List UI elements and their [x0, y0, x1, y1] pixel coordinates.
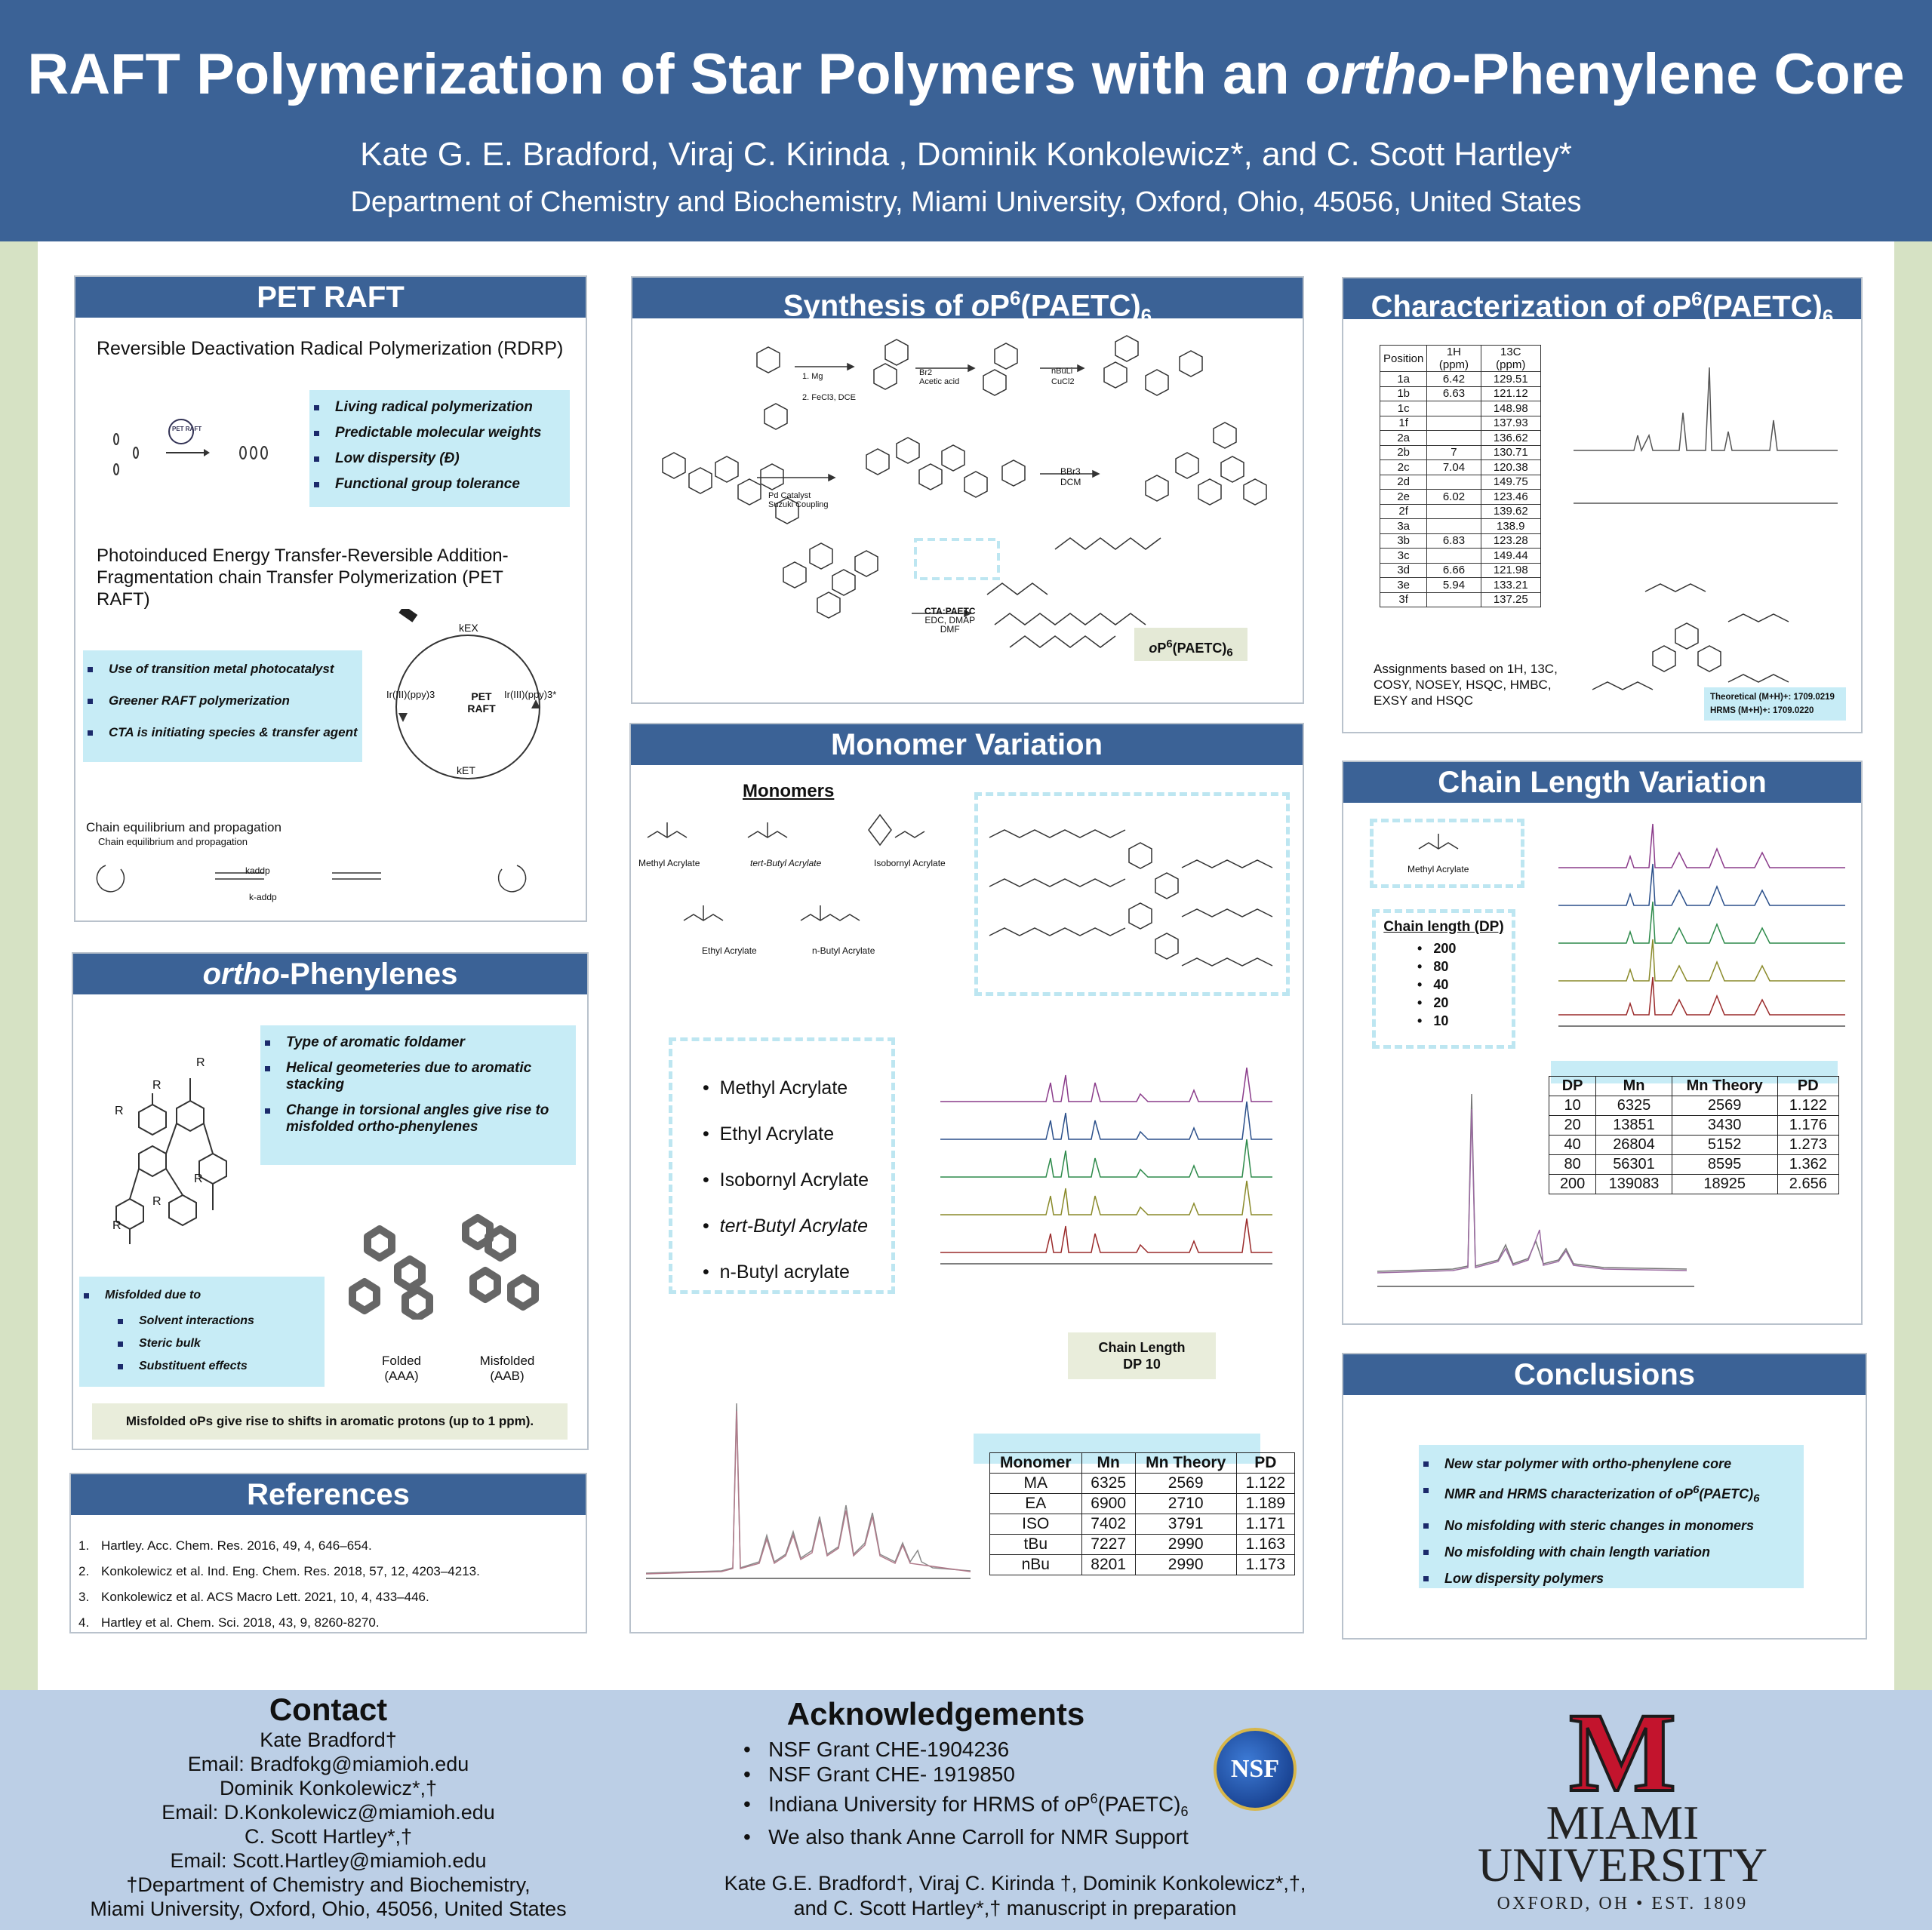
ket-label: kET	[457, 764, 475, 776]
kaddp-label: kaddp	[245, 865, 270, 876]
table-row: 3e 5.94 133.21	[1380, 578, 1541, 593]
chain-equilibrium-scheme	[91, 850, 574, 911]
monomer-results-table: Monomer Mn Mn Theory PD MA 6325 2569 1.122 EA 6900 2710 1.189 ISO 7402 3791 1.171 tBu 7227 2990 1.163 nBu 8201 2990 1.173	[989, 1452, 1295, 1575]
r-group: R	[196, 1056, 205, 1069]
monomer-name: Ethyl Acrylate	[702, 945, 757, 956]
references-title: References	[71, 1474, 586, 1515]
reference-item: 2. Konkolewicz et al. Ind. Eng. Chem. Res. 2018, 57, 12, 4203–4213.	[78, 1564, 480, 1578]
ack-item: • NSF Grant CHE-1904236	[743, 1738, 1010, 1761]
chain-length-title: Chain Length Variation	[1343, 762, 1861, 803]
miami-university-logo	[1472, 1690, 1774, 1914]
foldamer-feature: Change in torsional angles give rise to misfolded ortho-phenylenes	[260, 1102, 567, 1136]
contact-email[interactable]: Email: Bradfokg@miamioh.edu	[187, 1753, 469, 1775]
misfold-cause: Solvent interactions	[113, 1313, 325, 1329]
hrms-box: Theoretical (M+H)+: 1709.0219 HRMS (M+H)+: 1709.0220	[1704, 687, 1846, 721]
monomer-name: Isobornyl Acrylate	[874, 858, 946, 868]
table-row: 1f 137.93	[1380, 416, 1541, 431]
misfold-causes-heading: Misfolded due to	[79, 1287, 325, 1304]
dp-item: • 80	[1417, 959, 1449, 974]
dp-item: • 20	[1417, 995, 1449, 1010]
table-row: 1b 6.63 121.12	[1380, 386, 1541, 401]
rdrp-heading: Reversible Deactivation Radical Polymerization (RDRP)	[97, 338, 564, 359]
dp-item: • 200	[1417, 941, 1457, 956]
table-row: 2a 136.62	[1380, 431, 1541, 446]
references-panel	[69, 1473, 587, 1633]
step2-reagents: Br2 Acetic acid	[919, 368, 960, 386]
table-row: 10 6325 2569 1.122	[1549, 1096, 1839, 1116]
contact-email[interactable]: Email: D.Konkolewicz@miamioh.edu	[162, 1801, 495, 1824]
monomer-variation-panel	[629, 723, 1304, 1633]
conclusion-item: New star polymer with ortho-phenylene core	[1419, 1455, 1804, 1472]
table-row: ISO 7402 3791 1.171	[990, 1514, 1295, 1535]
r-group: R	[115, 1105, 124, 1117]
reference-item: 4. Hartley et al. Chem. Sci. 2018, 43, 9, 8260-8270.	[78, 1615, 380, 1630]
poster-affiliation: Department of Chemistry and Biochemistry, Miami University, Oxford, Ohio, 45056, United States	[350, 186, 1582, 218]
r-group: R	[152, 1195, 162, 1208]
foldamer-features-box	[260, 1025, 576, 1165]
step3-reagents: nBuLi CuCl2	[1051, 367, 1075, 386]
chain-monomer-box	[1370, 819, 1524, 888]
chain-length-tag: Chain Length DP 10	[1068, 1332, 1216, 1379]
star-polymer-structure	[978, 796, 1286, 992]
methyl-acrylate-structure	[1415, 830, 1491, 860]
table-row: 80 56301 8595 1.362	[1549, 1155, 1839, 1175]
logo-university: UNIVERSITY	[1478, 1838, 1767, 1892]
chain-equilibrium-subheading: Chain equilibrium and propagation	[98, 836, 248, 847]
monomer-list-item: • n-Butyl acrylate	[703, 1262, 850, 1283]
contact-title: Contact	[269, 1692, 388, 1727]
nsf-logo	[1214, 1728, 1297, 1811]
logo-tagline: OXFORD, OH • EST. 1809	[1497, 1894, 1749, 1913]
contact-email[interactable]: Email: Scott.Hartley@miamioh.edu	[170, 1849, 487, 1872]
chain-length-nmr-spectra	[1558, 822, 1853, 1034]
ack-item: • Indiana University for HRMS of $oP^6(PAETC)_6$	[743, 1791, 1189, 1819]
conclusion-item: Low dispersity polymers	[1419, 1570, 1804, 1587]
conclusions-title: Conclusions	[1343, 1354, 1866, 1395]
chain-monomer-label: Methyl Acrylate	[1407, 864, 1469, 874]
characterization-panel	[1342, 277, 1863, 733]
monomer-list-item: • Ethyl Acrylate	[703, 1123, 835, 1145]
misfold-note: Misfolded oPs give rise to shifts in aromatic protons (up to 1 ppm).	[92, 1403, 568, 1440]
rdrp-feature: Predictable molecular weights	[309, 425, 570, 441]
pet-features-box	[83, 650, 362, 762]
folded-label: Folded (AAA)	[382, 1354, 421, 1383]
ortho-phenylene-structure	[92, 1048, 266, 1274]
table-row: 2e 6.02 123.46	[1380, 490, 1541, 505]
chain-dp-box	[1372, 909, 1515, 1049]
acknowledgements-title: Acknowledgements	[786, 1696, 1085, 1732]
ir-excited-label: Ir(III)(ppy)3*	[504, 689, 557, 700]
table-row: nBu 8201 2990 1.173	[990, 1555, 1295, 1575]
kminus-label: k-addp	[249, 892, 277, 902]
misfold-causes-box	[79, 1277, 325, 1387]
contact-section	[60, 1690, 596, 1921]
table-row: 3b 6.83 123.28	[1380, 533, 1541, 549]
table-row: 3c 149.44	[1380, 549, 1541, 564]
monomer-overlay-spectrum	[646, 1373, 978, 1584]
table-row: 3d 6.66 121.98	[1380, 563, 1541, 578]
reference-list	[78, 1533, 480, 1636]
monomer-nmr-spectra	[940, 1060, 1280, 1279]
characterization-title: Characterization of $oP^6(PAETC)_6$	[1343, 278, 1861, 319]
assignment-note: Assignments based on 1H, 13C, COSY, NOSEY, HSQC, HMBC, EXSY and HSQC	[1374, 662, 1558, 708]
synthesis-title: Synthesis of $oP^6(PAETC)_6$	[632, 278, 1303, 318]
logo-miami: MIAMI	[1546, 1796, 1700, 1849]
misfolded-label: Misfolded (AAB)	[479, 1354, 535, 1383]
table-row: 20 13851 3430 1.176	[1549, 1116, 1839, 1136]
table-row: 1c 148.98	[1380, 401, 1541, 416]
monomer-name: tert-Butyl Acrylate	[750, 858, 822, 868]
table-row: tBu 7227 2990 1.163	[990, 1535, 1295, 1555]
monomer-structures	[638, 807, 986, 943]
ortho-phenylenes-panel	[72, 952, 589, 1450]
monomer-name: Methyl Acrylate	[638, 858, 700, 868]
poster-footer	[0, 1690, 1932, 1930]
kex-label: kEX	[459, 622, 478, 634]
synthesis-product-label: $oP^6(PAETC)_6$	[1134, 628, 1247, 661]
dp-item: • 40	[1417, 977, 1449, 992]
monomer-name: n-Butyl Acrylate	[812, 945, 875, 956]
step1-reagents: 1. Mg 2. FeCl3, DCE	[802, 372, 856, 402]
synthesis-panel	[631, 276, 1304, 704]
reference-item: 1. Hartley. Acc. Chem. Res. 2016, 49, 4, 646–654.	[78, 1538, 372, 1553]
conclusion-item: No misfolding with steric changes in monomers	[1419, 1517, 1804, 1534]
table-row: 200 139083 18925 2.656	[1549, 1175, 1839, 1194]
monomer-list-item: • Methyl Acrylate	[703, 1077, 848, 1099]
table-row: 3a 138.9	[1380, 519, 1541, 534]
conclusions-box	[1419, 1445, 1804, 1588]
contact-line: Miami University, Oxford, Ohio, 45056, United States	[90, 1898, 567, 1920]
pet-raft-mini-label: PET RAFT	[172, 426, 202, 432]
monomer-list-box	[669, 1037, 895, 1294]
poster-authors: Kate G. E. Bradford, Viraj C. Kirinda , Dominik Konkolewicz*, and C. Scott Hartley*	[360, 136, 1572, 173]
folded-misfolded-models	[345, 1206, 571, 1320]
ir-ground-label: Ir(III)(ppy)3	[386, 689, 435, 700]
cycle-center-label: PET RAFT	[467, 690, 496, 715]
pet-raft-description: Photoinduced Energy Transfer-Reversible Addition-Fragmentation chain Transfer Polymerization (PET RAFT)	[97, 546, 509, 610]
misfold-cause: Steric bulk	[113, 1335, 325, 1352]
nmr-assignment-table: Position 1H (ppm) 13C (ppm) 1a 6.42 129.51 1b 6.63 121.12 1c 148.98 1f 137.93 2a 136.62 2b 7 130.71 2c 7.04 120.38 2d 149.75 2e 6.02 123.46 2f 139.62 3a 138.9 3b 6.83 123.28 3c 149.44 3d 6.66 121.98 3e 5.94 133.21 3f 137.25	[1380, 345, 1541, 607]
rdrp-feature: Living radical polymerization	[309, 399, 570, 416]
table-row: 1a 6.42 129.51	[1380, 372, 1541, 387]
table-row: 2f 139.62	[1380, 504, 1541, 519]
r-group: R	[152, 1079, 162, 1092]
acknowledgements-section	[743, 1696, 1196, 1849]
step6-reagents: CTA:PAETC EDC, DMAP DMF	[924, 606, 976, 635]
misfold-cause: Substituent effects	[113, 1358, 325, 1375]
poster-header	[0, 0, 1932, 241]
chain-equilibrium-heading: Chain equilibrium and propagation	[86, 820, 281, 834]
r-group: R	[112, 1219, 122, 1232]
table-row: MA 6325 2569 1.122	[990, 1474, 1295, 1494]
conclusion-item: No misfolding with chain length variation	[1419, 1544, 1804, 1560]
left-margin-band	[0, 241, 38, 1690]
rdrp-features-box	[309, 390, 570, 507]
foldamer-feature: Helical geometeries due to aromatic stacking	[260, 1060, 567, 1093]
nsf-logo-text: NSF	[1230, 1755, 1280, 1783]
right-margin-band	[1894, 241, 1932, 1690]
table-row: 2d 149.75	[1380, 475, 1541, 490]
chain-length-panel	[1342, 761, 1863, 1325]
reference-item: 3. Konkolewicz et al. ACS Macro Lett. 2021, 10, 4, 433–446.	[78, 1590, 429, 1604]
manuscript-note: Kate G.E. Bradford†, Viraj C. Kirinda †, Dominik Konkolewicz*,†, and C. Scott Hartley*,† manuscript in preparation	[724, 1872, 1306, 1919]
chain-dp-heading: Chain length (DP)	[1383, 919, 1504, 935]
ack-item: • NSF Grant CHE- 1919850	[743, 1763, 1015, 1786]
table-row: EA 6900 2710 1.189	[990, 1494, 1295, 1514]
contact-line: C. Scott Hartley*,†	[244, 1825, 413, 1848]
pet-raft-title: PET RAFT	[75, 277, 586, 318]
dp-item: • 10	[1417, 1013, 1449, 1028]
rdrp-feature: Functional group tolerance	[309, 476, 570, 493]
miami-m-logo: M	[1569, 1690, 1676, 1815]
table-row: 2c 7.04 120.38	[1380, 460, 1541, 475]
ortho-phenylenes-title: ortho-Phenylenes	[73, 954, 587, 994]
poster-title: RAFT Polymerization of Star Polymers with an ortho-Phenylene Core	[27, 42, 1905, 106]
conclusion-item: NMR and HRMS characterization of $oP^6(PAETC)_6$	[1419, 1482, 1804, 1507]
contact-line: Dominik Konkolewicz*,†	[219, 1777, 438, 1799]
table-row: 40 26804 5152 1.273	[1549, 1136, 1839, 1155]
pet-feature: Use of transition metal photocatalyst	[83, 661, 362, 678]
chain-results-table: DP Mn Mn Theory PD 10 6325 2569 1.122 20 13851 3430 1.176 40 26804 5152 1.273 80 56301 8595 1.362 200 139083 18925 2.656	[1549, 1076, 1839, 1194]
monomer-variation-title: Monomer Variation	[631, 724, 1303, 765]
pet-feature: Greener RAFT polymerization	[83, 693, 362, 709]
contact-line: Kate Bradford†	[260, 1729, 397, 1751]
table-row: 3f 137.25	[1380, 592, 1541, 607]
ack-item: • We also thank Anne Carroll for NMR Support	[743, 1824, 1189, 1849]
monomers-heading: Monomers	[743, 781, 835, 801]
characterization-nmr-spectrum	[1574, 345, 1845, 533]
contact-line: †Department of Chemistry and Biochemistry,	[126, 1873, 531, 1896]
pet-feature: CTA is initiating species & transfer agent	[83, 724, 362, 741]
step4-reagents: Pd Catalyst Suzuki Coupling	[768, 491, 829, 509]
monomer-list-item: • tert-Butyl Acrylate	[703, 1215, 869, 1237]
monomer-list-item: • Isobornyl Acrylate	[703, 1169, 869, 1191]
table-row: 2b 7 130.71	[1380, 445, 1541, 460]
conclusions-panel	[1342, 1353, 1867, 1640]
pet-raft-panel	[74, 275, 587, 922]
step5-reagents: BBr3 DCM	[1060, 466, 1081, 487]
r-group: R	[194, 1172, 203, 1185]
star-polymer-structure-box	[974, 792, 1290, 996]
foldamer-feature: Type of aromatic foldamer	[260, 1034, 567, 1051]
rdrp-feature: Low dispersity (Đ)	[309, 450, 570, 467]
